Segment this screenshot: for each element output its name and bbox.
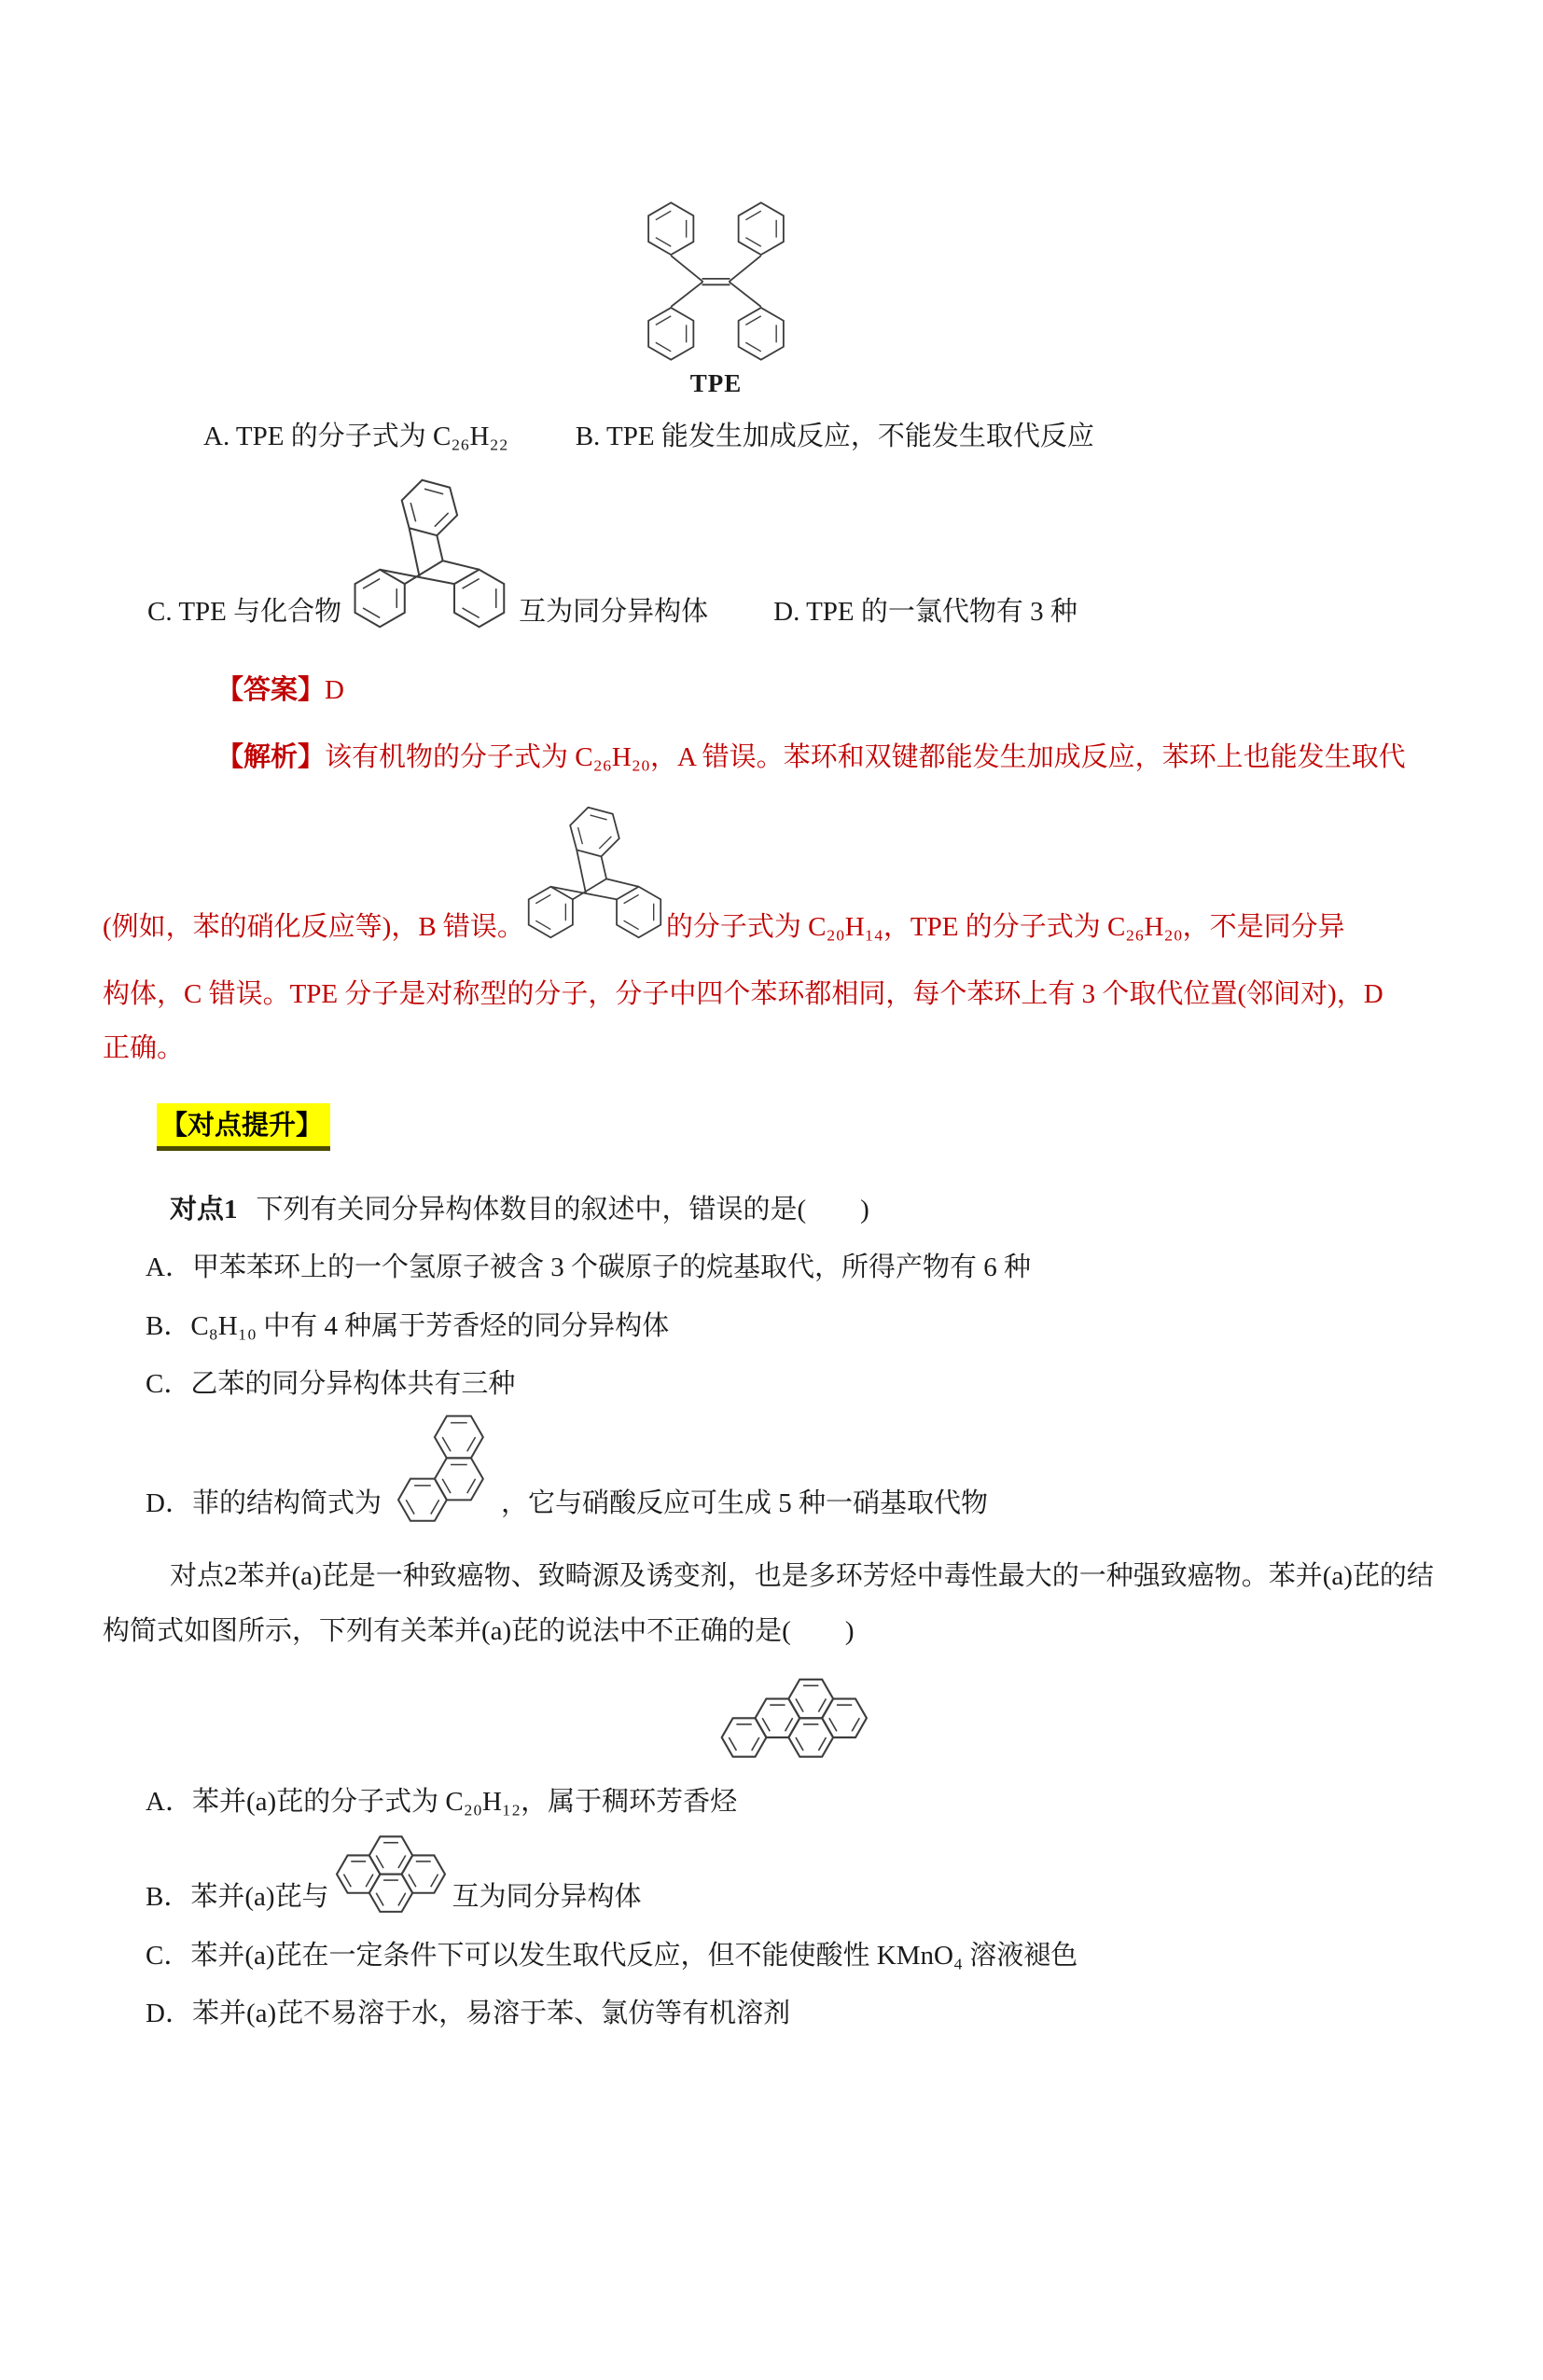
q3-label: 对点2 [170, 1560, 238, 1591]
analysis-text-2-prefix: (例如，苯的硝化反应等)，B 错误。 [103, 912, 524, 943]
q2-option-a: A．甲苯苯环上的一个氢原子被含 3 个碳原子的烷基取代，所得产物有 6 种 [146, 1252, 1031, 1283]
q3-stem [103, 1549, 1440, 1660]
q3-option-c: C．苯并(a)芘在一定条件下可以发生取代反应，但不能使酸性 KMnO₄ 溶液褪色 [146, 1940, 1078, 1971]
q3-option-b-suffix: 互为同分异构体 [452, 1882, 642, 1913]
q1-options-cd [147, 475, 1440, 631]
q2-option-c: C．乙苯的同分异构体共有三种 [146, 1368, 516, 1399]
answer-value: D [325, 675, 344, 706]
answer-line [103, 671, 1440, 710]
q2-option-d [146, 1413, 1440, 1523]
tpe-structure-image [639, 198, 793, 364]
q3-option-b [146, 1830, 1440, 1917]
q2-option-d-suffix: ，它与硝酸反应可生成 5 种一硝基取代物 [500, 1488, 988, 1518]
analysis-line-4: 正确。 [103, 1033, 185, 1064]
analysis-text-2-suffix: 的分子式为 C₂₀H₁₄，TPE 的分子式为 C₂₆H₂₀，不是同分异 [665, 912, 1345, 943]
q2-stem [103, 1190, 1440, 1229]
q2-option-d-prefix: D．菲的结构简式为 [146, 1488, 382, 1518]
q3-option-d: D．苯并(a)芘不易溶于水，易溶于苯、氯仿等有机溶剂 [146, 1998, 791, 2028]
analysis-text-1: 该有机物的分子式为 C₂₆H₂₀，A 错误。苯环和双键都能发生加成反应，苯环上也能发生取代 [325, 742, 1406, 773]
tpe-caption: TPE [689, 369, 743, 397]
analysis-line-3: 构体，C 错误。TPE 分子是对称型的分子，分子中四个苯环都相同，每个苯环上有 3 个取代位置(邻间对)，D [103, 979, 1383, 1010]
q3-stem-text: 苯并(a)芘是一种致癌物、致畸源及诱变剂，也是多环芳烃中毒性最大的一种强致癌物。苯并(a)芘的结构简式如图所示，下列有关苯并(a)芘的说法中不正确的是( ) [103, 1560, 1434, 1647]
analysis-line-2 [103, 797, 1440, 947]
q3-option-b-prefix: B．苯并(a)芘与 [146, 1882, 329, 1913]
q1-options-ab [203, 417, 1440, 456]
q2-stem-text: 下列有关同分异构体数目的叙述中，错误的是( ) [256, 1195, 869, 1225]
q3-figure [103, 1676, 1440, 1758]
q3-option-a: A．苯并(a)芘的分子式为 C₂₀H₁₂，属于稠环芳香烃 [146, 1787, 738, 1818]
q1-option-c-prefix: C. TPE 与化合物 [147, 597, 342, 628]
q1-option-c-suffix: 互为同分异构体 [519, 597, 709, 628]
q2-option-b: B．C₈H₁₀ 中有 4 种属于芳香烃的同分异构体 [146, 1310, 670, 1341]
worksheet-page [0, 198, 1543, 2033]
benzo-a-pyrene-structure-image [718, 1676, 869, 1758]
pyrene-structure-image [329, 1830, 452, 1917]
section-header: 【对点提升】 [157, 1103, 330, 1151]
q1-option-b: B. TPE 能发生加成反应，不能发生取代反应 [575, 422, 1094, 452]
triptycene-structure-image [341, 475, 519, 631]
q1-option-d: D. TPE 的一氯代物有 3 种 [773, 597, 1077, 628]
analysis-label: 【解析】 [216, 742, 326, 773]
q2-label: 对点1 [170, 1195, 238, 1225]
analysis-line-1 [103, 738, 1440, 777]
triptycene-structure-image-2 [524, 797, 666, 947]
q1-option-a: A. TPE 的分子式为 C₂₆H₂₂ [203, 422, 508, 452]
answer-label: 【答案】 [216, 675, 326, 706]
tpe-figure [639, 198, 793, 402]
phenanthrene-structure-image [382, 1413, 501, 1523]
